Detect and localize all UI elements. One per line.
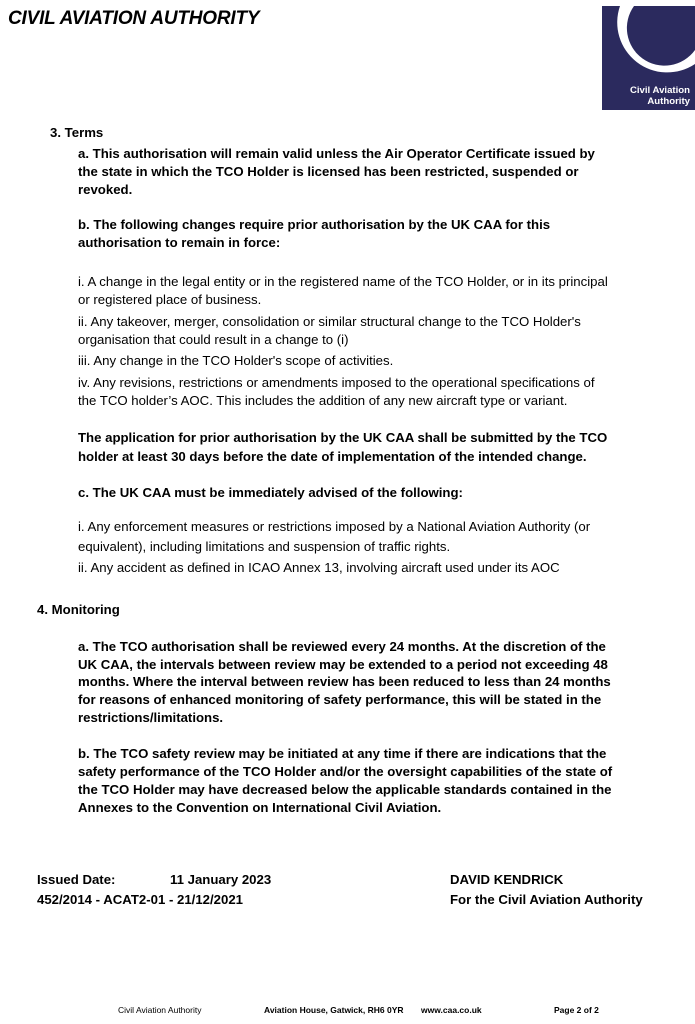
section3-a-line: a. This authorisation will remain valid unless the Air Operator Certificate issued by xyxy=(78,146,595,161)
section4-a-line: months. Where the interval between review has been reduced to less than 24 months xyxy=(78,674,611,689)
section3-b-item: ii. Any takeover, merger, consolidation or similar structural change to the TCO Holder's xyxy=(78,314,581,329)
reference-number: 452/2014 - ACAT2-01 - 21/12/2021 xyxy=(37,892,243,907)
section4-b-line: the TCO Holder may have decreased below the applicable standards contained in the xyxy=(78,782,612,797)
section3-c-item: equivalent), including limitations and suspension of traffic rights. xyxy=(78,539,451,554)
section3-b-item: iii. Any change in the TCO Holder's scope of activities. xyxy=(78,353,394,368)
section4-a-line: UK CAA, the intervals between review may be extended to a period not exceeding 48 xyxy=(78,657,608,672)
section3-heading: 3. Terms xyxy=(50,125,104,140)
section3-c-item: i. Any enforcement measures or restrictions imposed by a National Aviation Authority (or xyxy=(78,519,591,534)
section3-a-line: the state in which the TCO Holder is licensed has been restricted, suspended or xyxy=(78,164,579,179)
logo-text-line2: Authority xyxy=(647,96,690,107)
section4-b-line: Annexes to the Convention on International Civil Aviation. xyxy=(78,800,442,815)
section3-b-item: i. A change in the legal entity or in the registered name of the TCO Holder, or in its principal xyxy=(78,274,608,289)
logo-text-line1: Civil Aviation xyxy=(629,85,690,96)
footer-web: www.caa.co.uk xyxy=(421,1005,482,1015)
section3-b-item: the TCO holder’s AOC. This includes the addition of any new aircraft type or variant. xyxy=(78,393,568,408)
section3-application-line: The application for prior authorisation by the UK CAA shall be submitted by the TCO xyxy=(78,430,608,445)
section4-heading: 4. Monitoring xyxy=(37,602,120,617)
section4-b-line: b. The TCO safety review may be initiated at any time if there are indications that the xyxy=(78,746,607,761)
section4-a-line: restrictions/limitations. xyxy=(78,710,224,725)
section3-b-item: iv. Any revisions, restrictions or amendments imposed to the operational specifications of xyxy=(78,375,595,390)
issued-date-value: 11 January 2023 xyxy=(170,872,272,887)
section3-a-line: revoked. xyxy=(78,182,133,197)
section3-b-item: organisation that could result in a change to (i) xyxy=(78,332,349,347)
section3-b-line: authorisation to remain in force: xyxy=(78,235,281,250)
section3-application-line: holder at least 30 days before the date of implementation of the intended change. xyxy=(78,449,587,464)
section4-b-line: safety performance of the TCO Holder and/or the oversight capabilities of the state of xyxy=(78,764,613,779)
footer-org: Civil Aviation Authority xyxy=(118,1005,202,1015)
section3-b-item: or registered place of business. xyxy=(78,292,262,307)
issued-date-label: Issued Date: xyxy=(37,872,116,887)
header-title: CIVIL AVIATION AUTHORITY xyxy=(8,8,260,29)
signatory-for: For the Civil Aviation Authority xyxy=(450,892,643,907)
footer-address: Aviation House, Gatwick, RH6 0YR xyxy=(264,1005,404,1015)
section3-c-item: ii. Any accident as defined in ICAO Annex 13, involving aircraft used under its AOC xyxy=(78,560,560,575)
section3-c-heading: c. The UK CAA must be immediately advised of the following: xyxy=(78,485,463,500)
section4-a-line: a. The TCO authorisation shall be reviewed every 24 months. At the discretion of the xyxy=(78,639,606,654)
section3-b-line: b. The following changes require prior authorisation by the UK CAA for this xyxy=(78,217,551,232)
signatory-name: DAVID KENDRICK xyxy=(450,872,564,887)
footer-page-number: Page 2 of 2 xyxy=(554,1005,599,1015)
section4-a-line: for reasons of enhanced monitoring of safety performance, this will be stated in the xyxy=(78,692,602,707)
caa-logo xyxy=(602,6,695,110)
